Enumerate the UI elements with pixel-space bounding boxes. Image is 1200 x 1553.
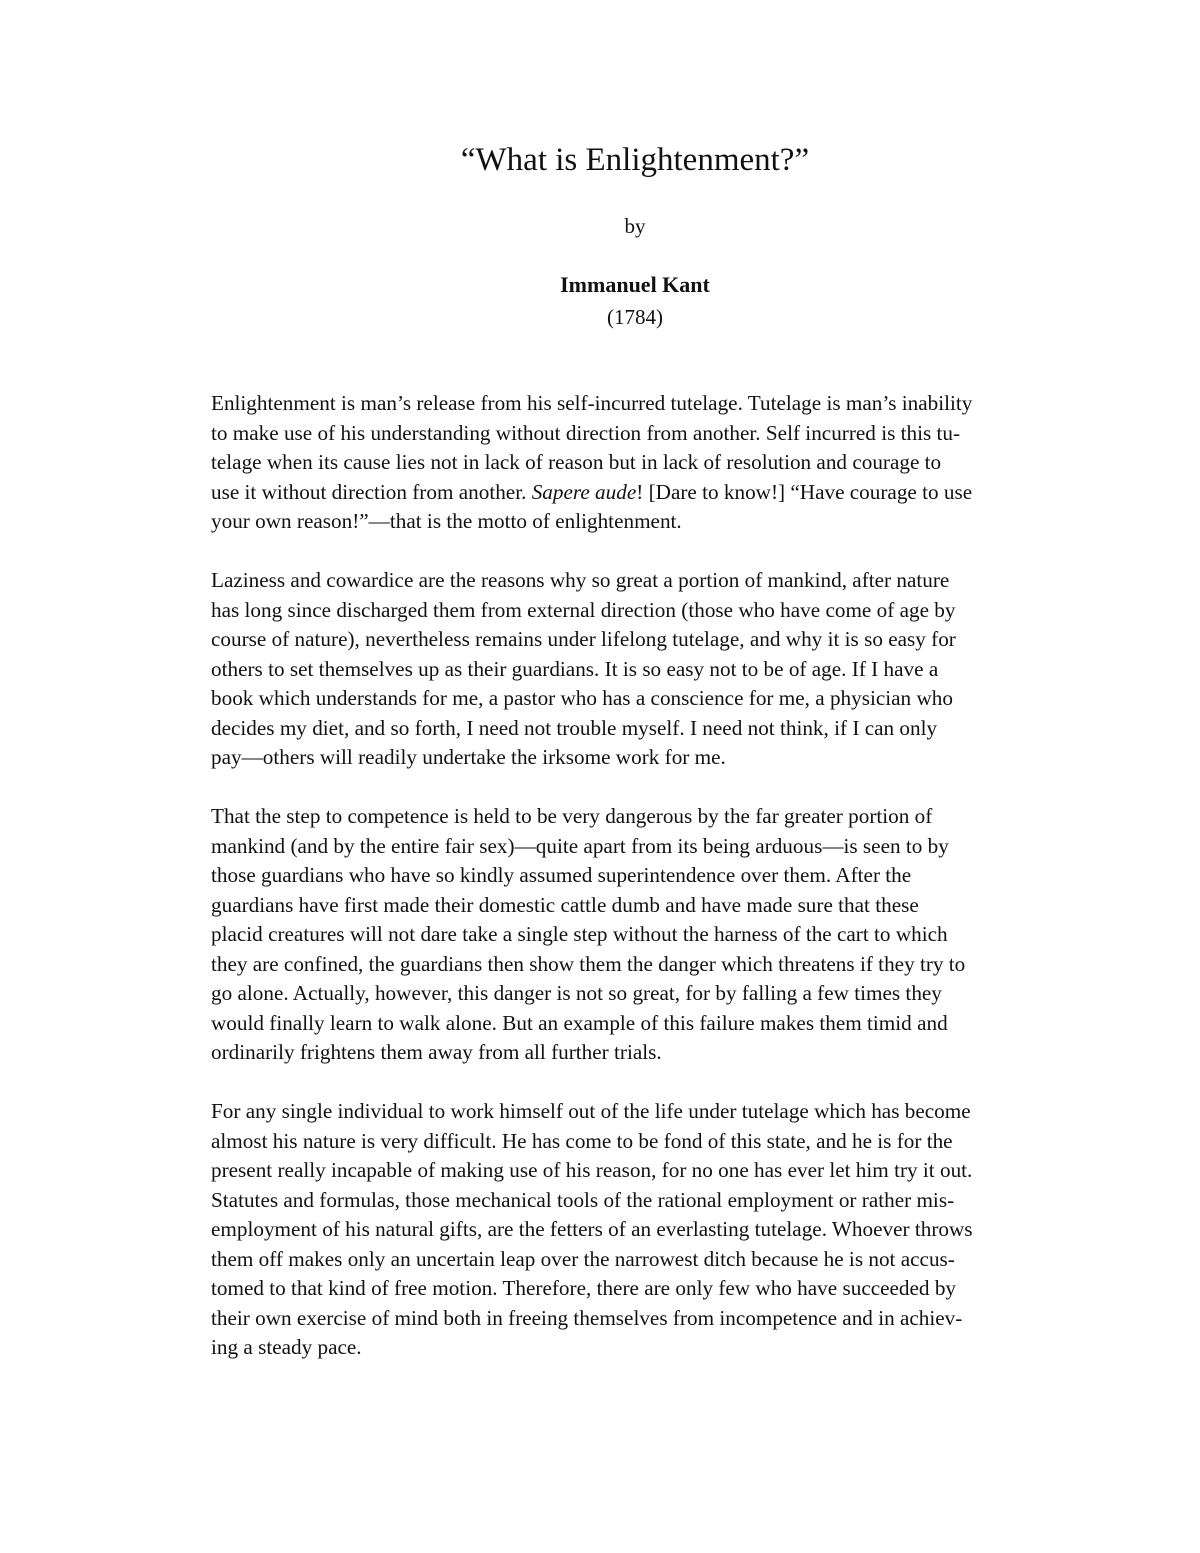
text-line: [211, 478, 1063, 508]
text-line: their own exercise of mind both in freeing themselves from incompetence and in achiev-: [211, 1305, 963, 1330]
text-line: Statutes and formulas, those mechanical tools of the rational employment or rather mis-: [211, 1187, 955, 1212]
text-line: book which understands for me, a pastor who has a conscience for me, a physician who: [211, 686, 953, 710]
text-line: employment of his natural gifts, are the fetters of an everlasting tutelage. Whoever throws: [211, 1217, 973, 1241]
text-line: ordinarily frightens them away from all further trials.: [211, 1040, 662, 1064]
byline: by: [624, 214, 646, 238]
text-line: Enlightenment is man’s release from his self-incurred tutelage. Tutelage is man’s inability: [211, 391, 973, 415]
text-line: has long since discharged them from external direction (those who have come of age by: [211, 597, 956, 622]
paragraph-4: [211, 1097, 1063, 1363]
text-line: present really incapable of making use of his reason, for no one has ever let him try it out.: [211, 1158, 973, 1182]
text-line: ing a steady pace.: [211, 1335, 362, 1359]
paragraph-3: [211, 802, 1063, 1068]
text-line: them off makes only an uncertain leap over the narrowest ditch because he is not accus-: [211, 1246, 955, 1271]
text-run: ! [Dare to know!] “Have courage to use: [636, 479, 973, 504]
document-title: “What is Enlightenment?”: [460, 142, 810, 178]
text-line: Laziness and cowardice are the reasons why so great a portion of mankind, after nature: [211, 568, 950, 592]
text-line: almost his nature is very difficult. He has come to be fond of this state, and he is for the: [211, 1128, 953, 1153]
text-line: tomed to that kind of free motion. Therefore, there are only few who have succeeded by: [211, 1276, 957, 1300]
text-run: use it without direction from another.: [211, 479, 532, 504]
text-line: decides my diet, and so forth, I need not trouble myself. I need not think, if I can only: [211, 715, 938, 740]
text-line: they are confined, the guardians then show them the danger which threatens if they try to: [211, 951, 966, 976]
latin-phrase: Sapere aude: [531, 479, 637, 504]
author-name: Immanuel Kant: [560, 272, 710, 297]
text-line: guardians have first made their domestic cattle dumb and have made sure that these: [211, 892, 919, 917]
text-line: mankind (and by the entire fair sex)—quite apart from its being arduous—is seen to by: [211, 833, 949, 858]
paragraph-1: [211, 389, 1063, 537]
text-line: go alone. Actually, however, this danger is not so great, for by falling a few times they: [211, 981, 942, 1005]
text-line: course of nature), nevertheless remains under lifelong tutelage, and why it is so easy for: [211, 627, 956, 651]
text-line: For any single individual to work himself out of the life under tutelage which has become: [211, 1099, 971, 1123]
text-line: placid creatures will not dare take a single step without the harness of the cart to which: [211, 922, 948, 946]
text-line: your own reason!”—that is the motto of enlightenment.: [211, 509, 682, 533]
text-line: those guardians who have so kindly assumed superintendence over them. After the: [211, 863, 912, 887]
text-line: to make use of his understanding without direction from another. Self incurred is this tu-: [211, 420, 961, 445]
publication-year: (1784): [607, 305, 663, 329]
text-line: telage when its cause lies not in lack of reason but in lack of resolution and courage to: [211, 450, 942, 474]
text-line: That the step to competence is held to be very dangerous by the far greater portion of: [211, 804, 933, 828]
body-text: [211, 389, 1063, 1392]
text-line: others to set themselves up as their guardians. It is so easy not to be of age. If I have a: [211, 656, 939, 681]
text-line: pay—others will readily undertake the irksome work for me.: [211, 745, 726, 769]
text-line: would finally learn to walk alone. But an example of this failure makes them timid and: [211, 1010, 948, 1035]
paragraph-2: [211, 566, 1063, 773]
